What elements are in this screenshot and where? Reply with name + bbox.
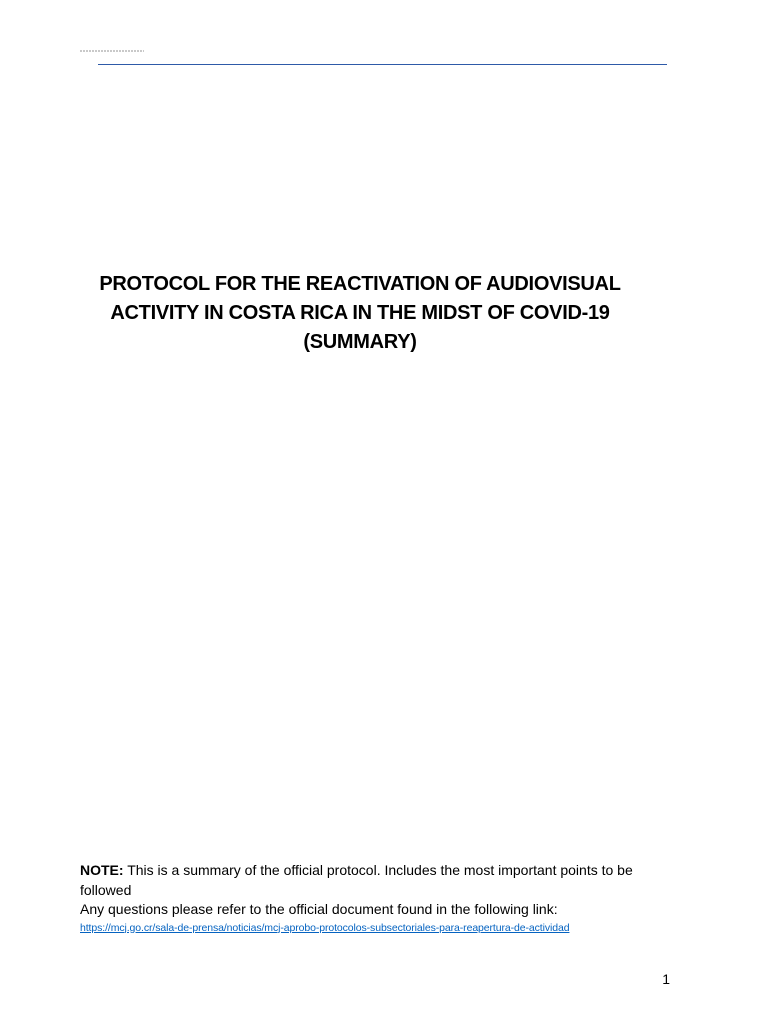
title-line-1: PROTOCOL FOR THE REACTIVATION OF AUDIOVISUAL bbox=[99, 273, 621, 295]
note-label: NOTE: bbox=[80, 862, 124, 878]
note-instruction: Any questions please refer to the official document found in the following link: bbox=[80, 901, 558, 917]
note-paragraph bbox=[80, 861, 680, 900]
header-rule bbox=[98, 64, 667, 65]
header-mark bbox=[80, 50, 144, 52]
official-document-link[interactable]: https://mcj.go.cr/sala-de-prensa/noticias/mcj-aprobo-protocolos-subsectoriales-para-reapertura-de-actividad bbox=[80, 921, 570, 934]
note-text: This is a summary of the official protocol. Includes the most important points to be followed bbox=[80, 862, 633, 898]
note-section bbox=[80, 861, 680, 936]
page-number: 1 bbox=[662, 971, 670, 987]
title-line-2: ACTIVITY IN COSTA RICA IN THE MIDST OF COVID-19 bbox=[110, 302, 610, 324]
title-line-3: (SUMMARY) bbox=[303, 331, 417, 353]
document-title bbox=[60, 270, 660, 357]
